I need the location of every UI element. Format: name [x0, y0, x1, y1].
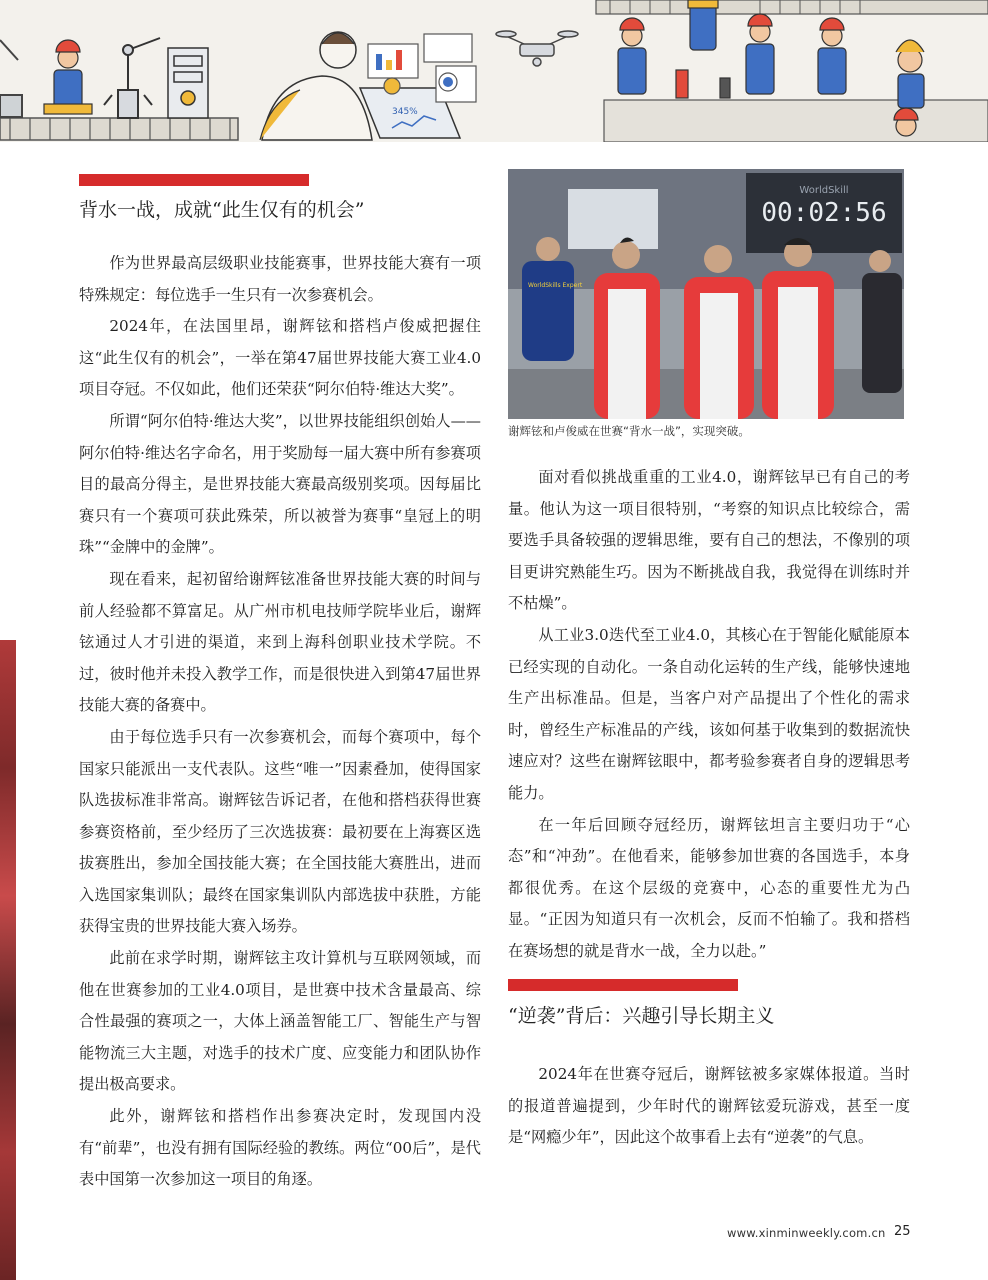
paragraph: 面对看似挑战重重的工业4.0，谢辉铉早已有自己的考量。他认为这一项目很特别，“考察的知识点比较综合，需要选手具备较强的逻辑思维，要有自己的想法，不像别的项目更讲究熟能生巧。因为不断挑战自我，我觉得在训练时并不枯燥”。	[508, 468, 910, 613]
photo-caption: 谢辉铉和卢俊威在世赛“背水一战”，实现突破。	[508, 424, 750, 438]
jacket-text: WorldSkills Expert	[528, 282, 583, 289]
paragraph: 所谓“阿尔伯特·维达大奖”，以世界技能组织创始人——阿尔伯特·维达名字命名，用于奖励每一届大赛中所有参赛项目的最高分得主，是世界技能大赛最高级别奖项。因每届比赛只有一个赛项可获此殊荣，所以被誉为赛事“皇冠上的明珠”“金牌中的金牌”。	[79, 411, 481, 557]
header-illustration	[0, 0, 988, 142]
screen-readout: 345%	[392, 107, 418, 117]
paragraph: 在一年后回顾夺冠经历，谢辉铉坦言主要归功于“心态”和“冲劲”。在他看来，能够参加世赛的各国选手，本身都很优秀。在这个层级的竞赛中，心态的重要性尤为凸显。“正因为知道只有一次机会，反而不怕输了。我和搭档在赛场想的就是背水一战，全力以赴。”	[508, 815, 910, 960]
paragraph: 2024年，在法国里昂，谢辉铉和搭档卢俊威把握住这“此生仅有的机会”，一举在第47届世界技能大赛工业4.0项目夺冠。不仅如此，他们还荣获“阿尔伯特·维达大奖”。	[79, 317, 481, 399]
page-number: 25	[894, 1224, 911, 1239]
paragraph: 2024年在世赛夺冠后，谢辉铉被多家媒体报道。当时的报道普遍提到，少年时代的谢辉铉爱玩游戏，甚至一度是“网瘾少年”，因此这个故事看上去有“逆袭”的气息。	[508, 1065, 910, 1147]
drone-icon	[496, 31, 578, 66]
timer-display: 00:02:56	[761, 198, 887, 228]
article-column-right	[508, 462, 910, 968]
paragraph: 此前在求学时期，谢辉铉主攻计算机与互联网领域，而他在世赛参加的工业4.0项目，是世赛中技术含量最高、综合性最强的赛项之一，大体上涵盖智能工厂、智能生产与智能物流三大主题，对选手的技术广度、应变能力和团队协作提出极高要求。	[79, 949, 481, 1094]
section-title: “逆袭”背后：兴趣引导长期主义	[508, 1005, 775, 1027]
section-divider-red	[508, 979, 738, 991]
footer-url: www.xinminweekly.com.cn	[727, 1226, 886, 1240]
factory-illustration	[0, 0, 988, 142]
section-title: 背水一战，成就“此生仅有的机会”	[79, 199, 365, 221]
paragraph: 由于每位选手只有一次参赛机会，而每个赛项中，每个国家只能派出一支代表队。这些“唯一”因素叠加，使得国家队选拔标准非常高。谢辉铉告诉记者，在他和搭档获得世赛参赛资格前，至少经历了三次选拔赛：最初要在上海赛区选拔赛胜出，参加全国技能大赛；在全国技能大赛胜出，进而入选国家集训队；最终在国家集训队内部选拔中获胜，方能获得宝贵的世界技能大赛入场券。	[79, 727, 481, 936]
paragraph: 此外，谢辉铉和搭档作出参赛决定时，发现国内没有“前辈”，也没有拥有国际经验的教练。两位“00后”，是代表中国第一次参加这一项目的角逐。	[79, 1107, 481, 1189]
paragraph: 从工业3.0迭代至工业4.0，其核心在于智能化赋能原本已经实现的自动化。一条自动化运转的生产线，能够快速地生产出标准品。但是，当客户对产品提出了个性化的需求时，曾经生产标准品的产线，该如何基于收集到的数据流快速应对？这些在谢辉铉眼中，都考验参赛者自身的逻辑思考能力。	[508, 625, 910, 802]
paragraph: 现在看来，起初留给谢辉铉准备世界技能大赛的时间与前人经验都不算富足。从广州市机电技师学院毕业后，谢辉铉通过人才引进的渠道，来到上海科创职业技术学院。不过，彼时他并未投入教学工作，而是很快进入到第47届世界技能大赛的备赛中。	[79, 569, 481, 715]
paragraph: 作为世界最高层级职业技能赛事，世界技能大赛有一项特殊规定：每位选手一生只有一次参赛机会。	[79, 254, 481, 304]
timer-label: WorldSkill	[799, 185, 849, 196]
left-photo-strip	[0, 640, 16, 1280]
worker-figure	[44, 40, 92, 114]
competition-photo	[508, 169, 904, 419]
section-divider-red	[79, 174, 309, 186]
article-column-right-lower	[508, 1059, 910, 1154]
article-column-left	[79, 248, 481, 1196]
